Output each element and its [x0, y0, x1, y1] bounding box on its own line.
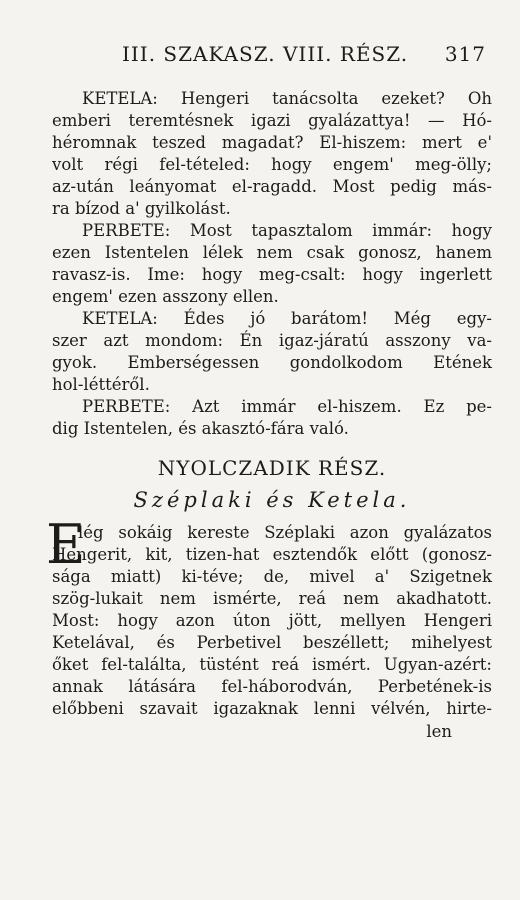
catchword: len: [426, 722, 452, 741]
text-line: engem' ezen asszony ellen.: [52, 287, 279, 306]
running-title: III. SZAKASZ. VIII. RÉSZ.: [122, 42, 409, 66]
text-line: annak látására fel-háborodván, Perbetének-is: [52, 677, 492, 696]
dialogue-text: [52, 88, 492, 440]
text-line: PERBETE: Azt immár el-hiszem. Ez pe-: [82, 397, 492, 416]
text-line: ezen Istentelen lélek nem csak gonosz, hanem: [52, 243, 492, 262]
text-line: sága miatt) ki-téve; de, mivel a' Szigetnek: [52, 567, 492, 586]
running-head: [122, 42, 486, 66]
narrative-text: [52, 522, 492, 720]
text-line: KETELA: Hengeri tanácsolta ezeket? Oh: [82, 89, 492, 108]
chapter-body: [46, 513, 492, 720]
text-line: héromnak teszed magadat? El-hiszem: mert e': [52, 133, 492, 152]
text-line: volt régi fel-tételed: hogy engem' meg-ölly;: [52, 155, 492, 174]
text-line: KETELA: Édes jó barátom! Még egy-: [82, 309, 492, 328]
text-line: szög-lukait nem ismérte, reá nem akadhatott.: [52, 589, 492, 608]
drop-cap: E: [46, 513, 86, 576]
text-line: PERBETE: Most tapasztalom immár: hogy: [82, 221, 492, 240]
text-line: Hengerit, kit, tizen-hat esztendők előtt (gonosz-: [52, 545, 492, 564]
text-line: lég sokáig kereste Széplaki azon gyalázatos: [78, 523, 492, 542]
text-line: ravasz-is. Ime: hogy meg-csalt: hogy ingerlett: [52, 265, 492, 284]
text-line: hol-léttéről.: [52, 375, 150, 394]
text-line: az-után leányomat el-ragadd. Most pedig más-: [52, 177, 492, 196]
text-line: dig Istentelen, és akasztó-fára való.: [52, 419, 349, 438]
chapter-subtitle: Széplaki és Ketela.: [133, 488, 411, 512]
text-line: ra bízod a' gyilkolást.: [52, 199, 231, 218]
text-line: őket fel-találta, tüstént reá ismért. Ugyan-azért:: [52, 655, 492, 674]
text-line: Most: hogy azon úton jött, mellyen Hengeri: [52, 611, 492, 630]
text-line: emberi teremtésnek igazi gyalázattya! — Hó-: [52, 111, 492, 130]
text-line: szer azt mondom: Én igaz-járatú asszony va-: [52, 331, 492, 350]
chapter-title: NYOLCZADIK RÉSZ.: [157, 456, 387, 480]
page-number: 317: [444, 42, 486, 66]
text-line: előbbeni szavait igazaknak lenni vélvén, hirte-: [52, 699, 492, 718]
text-line: gyok. Emberségessen gondolkodom Etének: [52, 353, 492, 372]
text-line: Ketelával, és Perbetivel beszéllett; mihelyest: [52, 633, 492, 652]
